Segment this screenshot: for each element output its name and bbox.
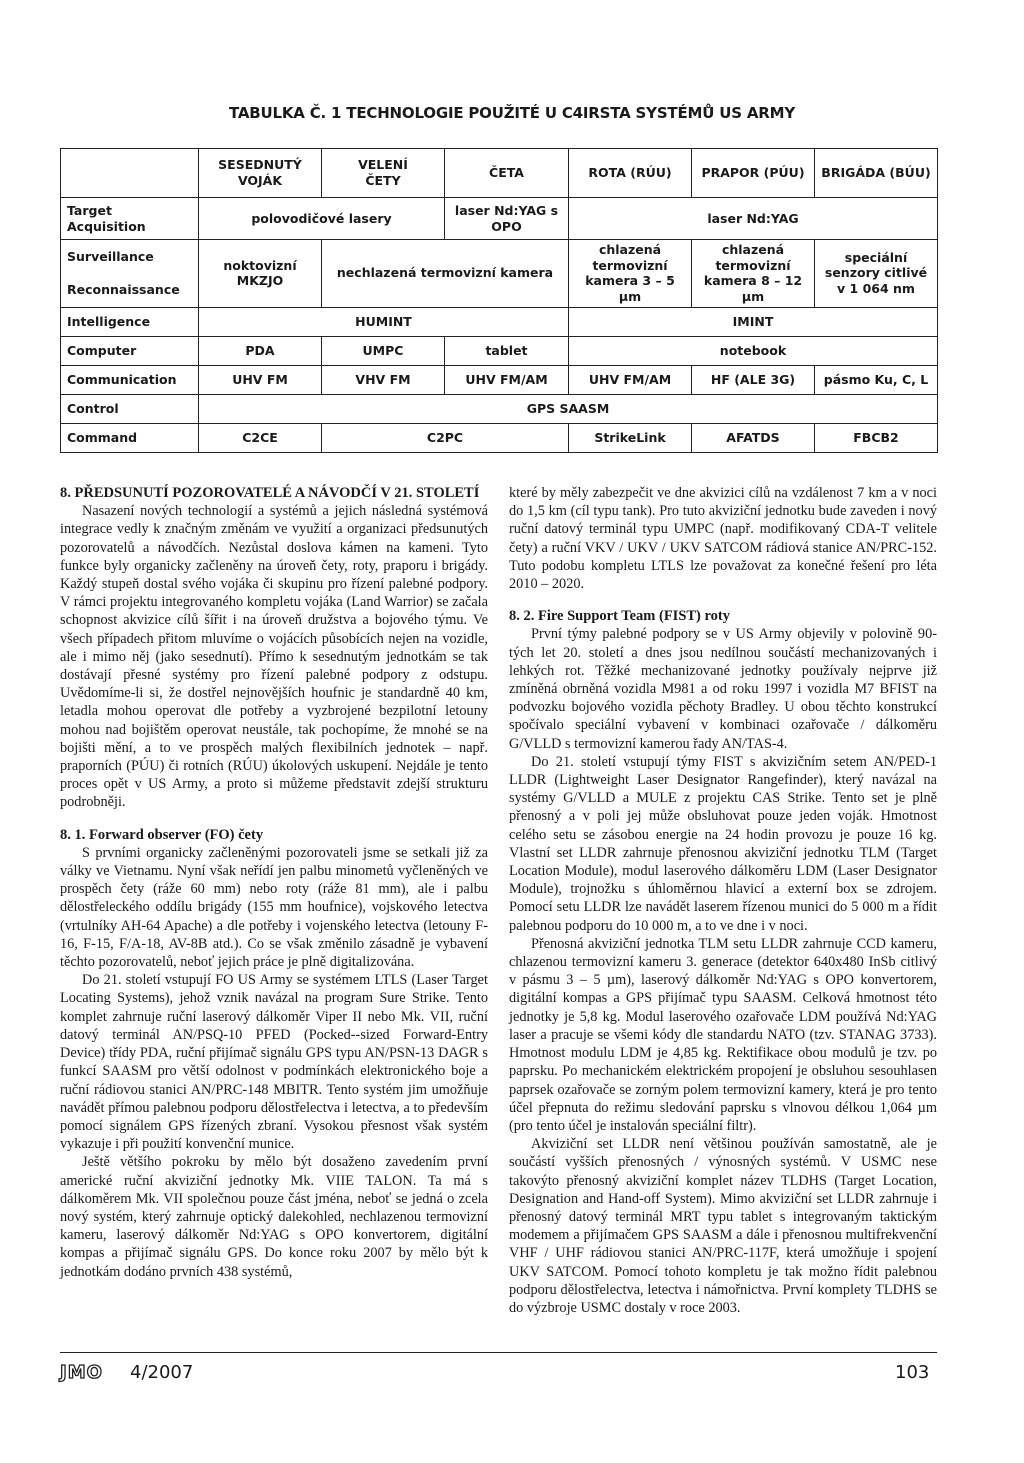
table-row <box>61 394 938 423</box>
paragraph: První týmy palebné podpory se v US Army objevily v polovině 90-tých let 20. století a dnes jsou nedílnou součástí mechanizovaných i lehkých rot. Těžké mechanizované jednotky používaly nejprve již zmíněná obrněná vozidla M981 a od roku 1997 i vozidla M7 BFIST na podvozku bojového vozidla pěchoty Bradley. U obou těchto konstrukcí spočívalo speciální vybavení v kombinaci ozařovače / dálkoměru G/VLLD s termovizní kamerou řady AN/TAS-4. <box>509 626 937 752</box>
row-label-command: Command <box>61 423 199 452</box>
table-row <box>61 423 938 452</box>
cell-umpc: UMPC <box>322 336 445 365</box>
cell-laser-ndyag-opo: laser Nd:YAG s OPO <box>445 198 569 240</box>
cell-noktovizni: noktovizní MKZJO <box>199 240 322 308</box>
paragraph: Nasazení nových technologií a systémů a jejich následná systémová integrace vedly k značným změnám ve využití a organizaci předsunutých pozorovatelů a návodčích. Nezůstal doslova kámen na kameni. Tyto funkce byly organicky začleněny na úroveň čety, roty, praporu i brigády. Každý stupeň dostal svého vojáka či skupinu pro řízení palebné podpory. V rámci projektu integrovaného kompletu vojáka (Land Warrior) se začala schopnost akvizice cílů šířit i na úroveň družstva a bojového týmu. Ve všech případech přitom mluvíme o vojácích působících nejen na vozidle, ale i mimo něj (jako sesednutí). Přímo k sesednutým jednotkám se tak dostávají přesné systémy pro řízení palebné podpory z odstupu. Uvědomíme-li si, že dostřel nejnovějších houfnic je standardně 40 km, letadla mohou operovat dle potřeby a vyzbrojené bezpilotní letouny mohou nad bojištěm operovat neustále, tak pochopíme, že mnohé se na bojišti mění, a to ve prospěch malých flexibilních jednotek – např. praporních (PÚU) či rotních (RÚU) úkolových uskupení. Nejdále je tento proces opět v US Army, a proto si můžeme představit zdejší strukturu podrobněji. <box>60 503 488 811</box>
cell-nechlazena-kamera: nechlazená termovizní kamera <box>322 240 569 308</box>
header-rota: ROTA (RÚU) <box>569 149 692 198</box>
row-label-computer: Computer <box>61 336 199 365</box>
paragraph: Akviziční set LLDR není většinou používán samostatně, ale je součástí vyšších přenosných / výnosných systémů. V USMC nese takovýto přenosný akviziční komplet název TLDHS (Target Location, Designation and Hand-off System). Mimo akviziční set LLDR zahrnuje i přenosný datový terminál MRT typu tablet s integrovaným taktickým modemem a přijímačem GPS SAASM a dále i přenosnou multifrekvenční VHF / UHF rádiovou stanici AN/PRC-117F, která umožňuje i spojení UKV SATCOM. Pomocí tohoto kompletu je tak možno řídit palebnou podporu dělostřelectva, letectva i námořnictva. První komplety TLDHS se do výzbroje USMC dostaly v roce 2003. <box>509 1136 937 1316</box>
paragraph: Přenosná akviziční jednotka TLM setu LLDR zahrnuje CCD kameru, chlazenou termovizní kameru 3. generace (detektor 640x480 InSb citlivý v pásmu 3 – 5 µm), laserový dálkoměr Nd:YAG s OPO konvertorem, digitální kompas a GPS přijímač typu SAASM. Celková hmotnost této jednotky je 5,8 kg. Modul laserového ozařovače LDM používá Nd:YAG laser a pracuje se všemi kódy dle standardu NATO (tzv. STANAG 3733). Hmotnost modulu LDM je 4,85 kg. Rektifikace obou modulů je tzv. po paprsku. Po mechanickém elektrickém propojení je obsluhou sesouhlasen paprsek ozařovače se zorným polem termovizní kamery, která je pro tento účel přepnuta do režimu sledování paprsku s vlnovou délkou 1,064 µm (pro tento účel je instalován speciální filtr). <box>509 935 937 1134</box>
cell-uhv-fm-am-ceta: UHV FM/AM <box>445 365 569 394</box>
row-label-surveillance: Surveillance <box>61 240 199 273</box>
cell-uhv-fm-am-rota: UHV FM/AM <box>569 365 692 394</box>
cell-imint: IMINT <box>569 307 938 336</box>
article-column-right <box>509 484 937 1317</box>
paragraph: Ještě většího pokroku by mělo být dosaženo zavedením první americké ruční akviziční jednotky Mk. VIIE TALON. Ta má s dálkoměrem Mk. VII společnou pouze část jména, neboť se jedná o zcela nový systém, který zahrnuje optický dalekohled, nechlazenou termovizní kameru, laserový dálkoměr Nd:YAG s OPO konvertorem, digitální kompas a přijímač signálu GPS. Do konce roku 2007 by mělo být k jednotkám dodáno prvních 438 systémů, <box>60 1154 488 1280</box>
cell-hf-ale: HF (ALE 3G) <box>692 365 815 394</box>
section-8-1-heading: 8. 1. Forward observer (FO) čety <box>60 826 264 843</box>
table-row <box>61 307 938 336</box>
row-label-target-acquisition: Target Acquisition <box>61 198 199 240</box>
row-label-control: Control <box>61 394 199 423</box>
footer-divider <box>60 1352 937 1353</box>
header-brigada: BRIGÁDA (BÚU) <box>815 149 938 198</box>
issue-number: 4/2007 <box>130 1362 194 1383</box>
cell-fbcb2: FBCB2 <box>815 423 938 452</box>
cell-laser-ndyag: laser Nd:YAG <box>569 198 938 240</box>
row-label-intelligence: Intelligence <box>61 307 199 336</box>
cell-specialni-senzory: speciální senzory citlivé v 1 064 nm <box>815 240 938 308</box>
cell-notebook: notebook <box>569 336 938 365</box>
table-row <box>61 365 938 394</box>
header-ceta: ČETA <box>445 149 569 198</box>
cell-uhv-fm: UHV FM <box>199 365 322 394</box>
cell-pasmo: pásmo Ku, C, L <box>815 365 938 394</box>
table-row <box>61 240 938 273</box>
cell-vhv-fm: VHV FM <box>322 365 445 394</box>
section-8-2-heading: 8. 2. Fire Support Team (FIST) roty <box>509 608 731 625</box>
cell-polovodicove-lasery: polovodičové lasery <box>199 198 445 240</box>
row-label-communication: Communication <box>61 365 199 394</box>
header-cell-empty <box>61 149 199 198</box>
row-label-reconnaissance: Reconnaissance <box>61 273 199 307</box>
cell-pda: PDA <box>199 336 322 365</box>
cell-gps-saasm: GPS SAASM <box>199 394 938 423</box>
table-row <box>61 336 938 365</box>
cell-tablet: tablet <box>445 336 569 365</box>
cell-strikelink: StrikeLink <box>569 423 692 452</box>
cell-chlazena-8-12: chlazená termovizní kamera 8 – 12 µm <box>692 240 815 308</box>
page-number: 103 <box>895 1362 930 1383</box>
header-prapor: PRAPOR (PÚU) <box>692 149 815 198</box>
paragraph: S prvními organicky začleněnými pozorovateli jsme se setkali již za války ve Vietnamu. Nyní však neřídí jen palbu minometů vyčleněných ve prospěch čety (ráže 60 mm) nebo roty (ráže 81 mm), ale i palbu dělostřeleckého oddílu brigády (155 mm houfnice), vojskového letectva (vrtulníky AH-64 Apache) a dle potřeby i vojenského letectva (letouny F-16, F-15, F/A-18, AV-8B atd.). Co se však změnilo zásadně je vybavení těchto pozorovatelů, neboť jejich práce je plně digitalizována. <box>60 844 488 971</box>
cell-humint: HUMINT <box>199 307 569 336</box>
article-column-left <box>60 484 488 1281</box>
technology-table <box>60 148 938 453</box>
cell-c2ce: C2CE <box>199 423 322 452</box>
table-header-row <box>61 149 938 198</box>
section-8-heading: 8. PŘEDSUNUTÍ POZOROVATELÉ A NÁVODČÍ V 21. STOLETÍ <box>60 485 480 501</box>
cell-chlazena-3-5: chlazená termovizní kamera 3 – 5 µm <box>569 240 692 308</box>
paragraph: Do 21. století vstupují FO US Army se systémem LTLS (Laser Target Locating Systems), jehož vznik navázal na program Sure Strike. Tento komplet zahrnuje ruční laserový dálkoměr Viper II nebo Mk. VII, ruční datový terminál AN/PSQ-10 PFED (Pocked--sized Forward-Entry Device) třídy PDA, ruční přijímač signálu GPS typu AN/PSN-13 DAGR s funkcí SAASM pro větší odolnost v podmínkách elektronického boje a ruční rádiovou stanici AN/PRC-148 MBITR. Tento systém jim umožňuje navádět přímou palebnou podporu dělostřelectva i letectva, a to především pomocí signálem GPS řízených zbraní. Vysokou přesnost však systém vykazuje i při použití konvenční munice. <box>60 972 488 1153</box>
header-sesednuty-vojak: SESEDNUTÝ VOJÁK <box>199 149 322 198</box>
table-row <box>61 198 938 240</box>
journal-logo: JMO <box>60 1362 103 1383</box>
cell-afatds: AFATDS <box>692 423 815 452</box>
cell-c2pc: C2PC <box>322 423 569 452</box>
paragraph: Do 21. století vstupují týmy FIST s akvizičním setem AN/PED-1 LLDR (Lightweight Laser Designator Rangefinder), který navázal na systémy G/VLLD a MULE z projektu CAS Strike. Tento set je plně přenosný a v poli jej může obsluhovat pouze jeden voják. Hmotnost celého setu se zásobou energie na 24 hodin provozu je pouze 16 kg. Vlastní set LLDR zahrnuje přenosnou akviziční jednotku TLM (Target Location Module), modul laserového dálkoměru LDM (Laser Designator Module), trojnožku s úhloměrnou hlavicí a externí box se zdrojem. Pomocí setu LLDR lze navádět laserem řízenou munici do 5 000 m a řídit palebnou podporu do 10 000 m, a to ve dne i v noci. <box>509 753 937 934</box>
paragraph: které by měly zabezpečit ve dne akvizici cílů na vzdálenost 7 km a v noci do 1,5 km (cíl typu tank). Pro tuto akviziční jednotku bude zaveden i nový ruční datový terminál typu UMPC (např. modifikovaný CDA-T velitele čety) a ruční VKV / UKV / UKV SATCOM rádiová stanice AN/PRC-152. Tuto podobu kompletu LTLS lze považovat za konečné řešení pro léta 2010 – 2020. <box>509 485 937 593</box>
table-title: TABULKA Č. 1 TECHNOLOGIE POUŽITÉ U C4IRSTA SYSTÉMŮ US ARMY <box>229 104 795 122</box>
header-veleni-cety: VELENÍ ČETY <box>322 149 445 198</box>
